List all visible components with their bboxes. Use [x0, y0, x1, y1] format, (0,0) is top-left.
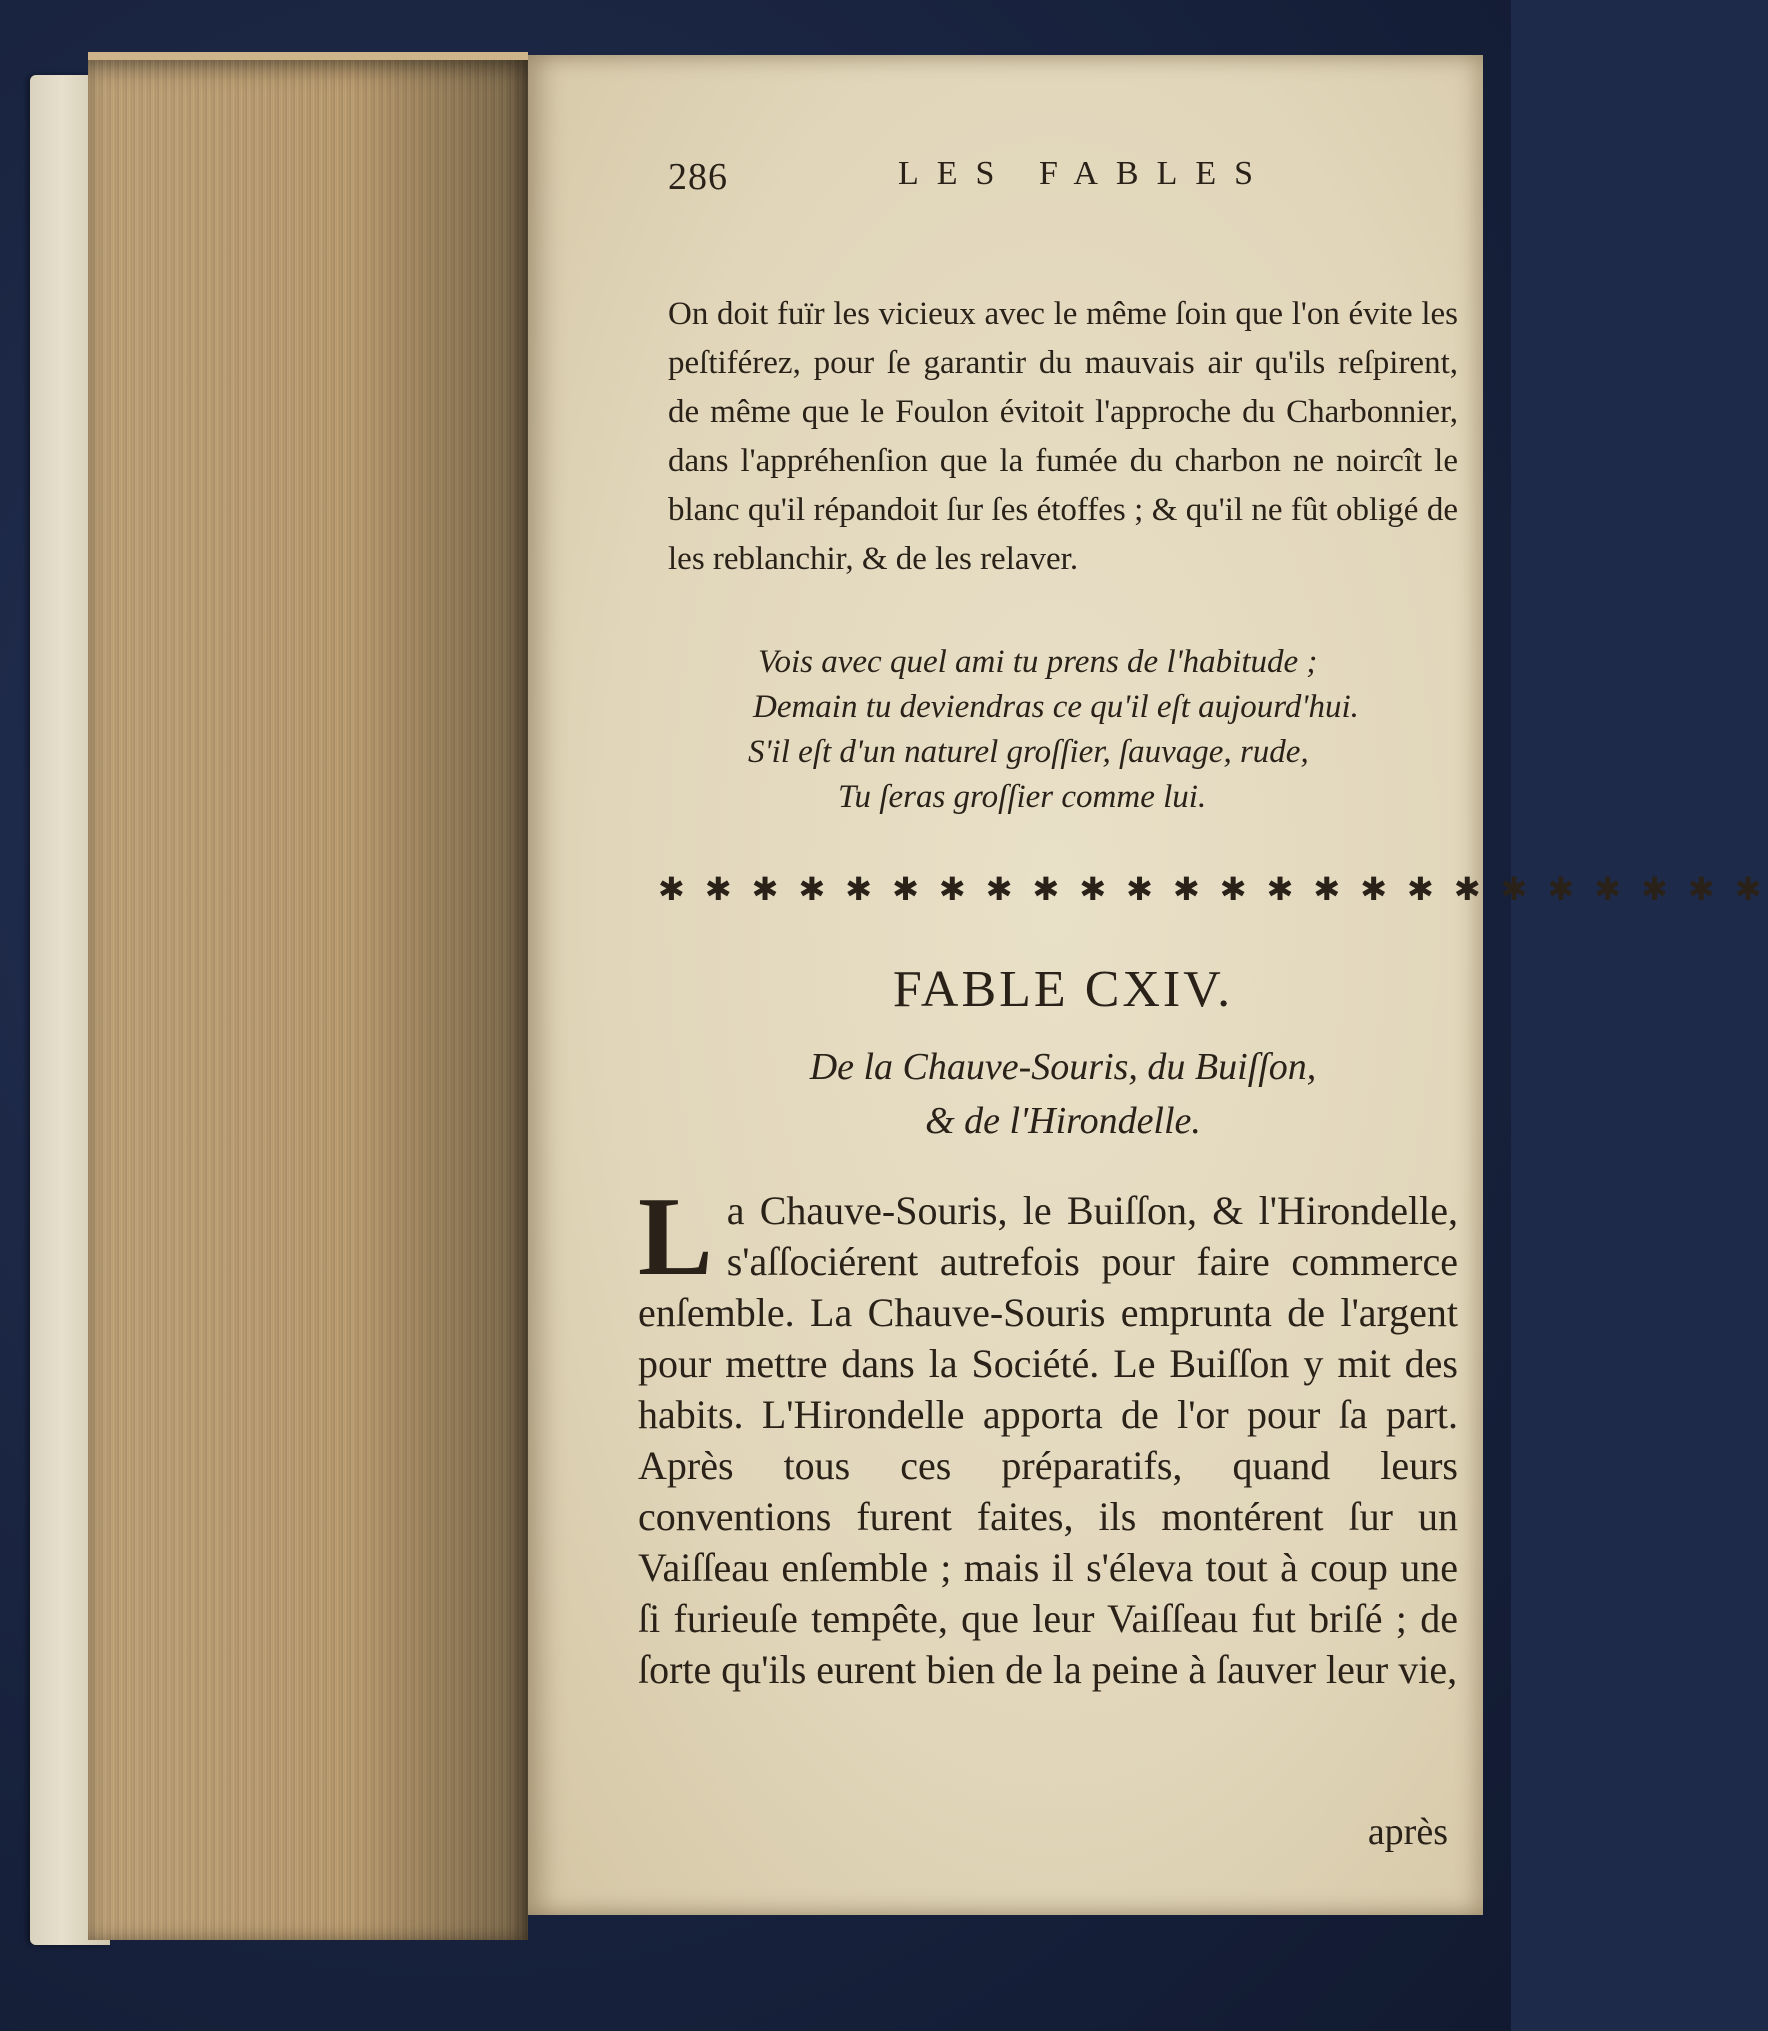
ornament-divider: ✱ ✱ ✱ ✱ ✱ ✱ ✱ ✱ ✱ ✱ ✱ ✱ ✱ ✱ ✱ ✱ ✱ ✱ ✱ ✱ ✱ ✱ ✱ ✱ — [658, 871, 1768, 907]
verse-line: Demain tu deviendras ce qu'il eſt aujourd'hui. — [753, 689, 1359, 725]
running-title: LES FABLES — [898, 155, 1272, 192]
fable-subtitle — [668, 1040, 1458, 1148]
verse-line: Tu ſeras groſſier comme lui. — [838, 779, 1207, 815]
fable-body-text: a Chauve-Souris, le Buiſſon, & l'Hirondelle, s'aſſociérent autrefois pour faire commerce enſemble. La Chauve-Souris emprunta de l'argent pour mettre dans la Société. Le Buiſſon y mit des habits. L'Hirondelle apporta de l'or pour ſa part. Après tous ces préparatifs, quand leurs conventions furent faites, ils montérent ſur un Vaiſſeau enſemble ; mais il s'éleva tout à coup une ſi furieuſe tempête, que leur Vaiſſeau fut briſé ; de ſorte qu'ils eurent bien de la peine à ſauver leur vie, — [638, 1188, 1458, 1692]
moral-paragraph — [668, 290, 1458, 584]
verse-line: Vois avec quel ami tu prens de l'habitude ; — [758, 644, 1318, 680]
verse-block — [668, 640, 1458, 820]
fable-title: FABLE CXIV. — [892, 961, 1234, 1018]
book-page — [528, 55, 1768, 1915]
catchword: après — [1367, 1811, 1448, 1853]
fable-body — [638, 1175, 1458, 1695]
moral-text: On doit fuïr les vicieux avec le même ſoin que l'on évite les peſtiférez, pour ſe garantir du mauvais air qu'ils reſpirent, de même que le Foulon évitoit l'approche du Charbonnier, dans l'appréhenſion que la fumée du charbon ne noircît le blanc qu'il répandoit ſur ſes étoffes ; & qu'il ne fût obligé de les reblanchir, & de les relaver. — [668, 296, 1458, 577]
fore-edge-pages — [88, 60, 528, 1940]
page-number: 286 — [668, 156, 728, 198]
fable-subtitle-line: & de l'Hirondelle. — [925, 1100, 1201, 1142]
drop-cap: L — [638, 1175, 713, 1299]
running-head — [668, 155, 1458, 215]
verse-line: S'il eſt d'un naturel groſſier, ſauvage, rude, — [748, 734, 1309, 770]
fable-subtitle-line: De la Chauve-Souris, du Buiſſon, — [809, 1046, 1317, 1088]
